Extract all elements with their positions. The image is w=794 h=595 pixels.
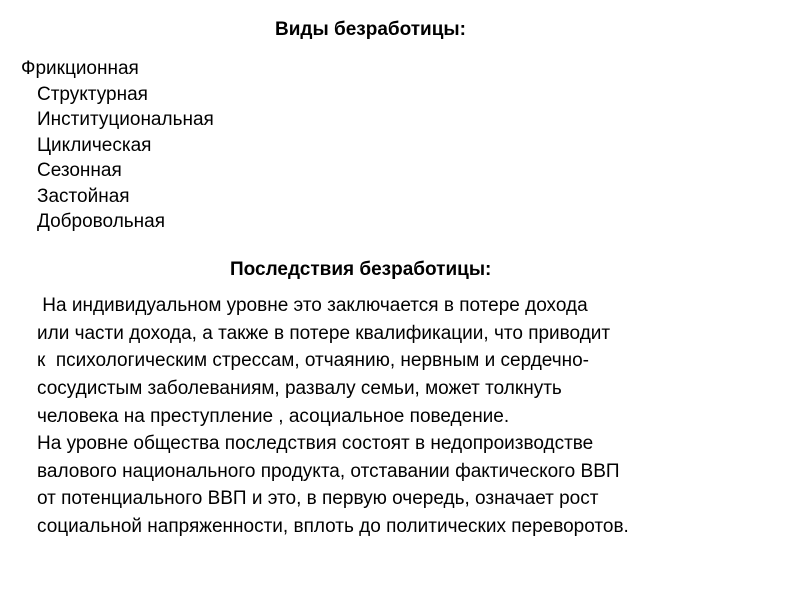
society-level-paragraph bbox=[37, 430, 794, 541]
paragraph-line: или части дохода, а также в потере квалификации, что приводит bbox=[37, 322, 611, 344]
paragraph-line: валового национального продукта, отставании фактического ВВП bbox=[37, 460, 620, 482]
paragraph-line: На индивидуальном уровне это заключается в потере дохода bbox=[37, 295, 588, 316]
list-item: Циклическая bbox=[37, 134, 152, 156]
list-item: Фрикционная bbox=[21, 58, 139, 79]
list-item: Институциональная bbox=[37, 109, 214, 130]
types-heading: Виды безработицы: bbox=[275, 19, 466, 40]
unemployment-types-list bbox=[0, 56, 214, 235]
individual-level-paragraph bbox=[37, 292, 794, 431]
consequences-heading: Последствия безработицы: bbox=[230, 259, 492, 280]
list-item: Структурная bbox=[37, 83, 148, 105]
list-item: Сезонная bbox=[37, 160, 122, 181]
list-item: Застойная bbox=[37, 185, 130, 207]
paragraph-line: На уровне общества последствия состоят в недопроизводстве bbox=[37, 433, 594, 454]
list-item: Добровольная bbox=[37, 211, 166, 232]
paragraph-line: человека на преступление , асоциальное поведение. bbox=[37, 405, 510, 427]
paragraph-line: сосудистым заболеваниям, развалу семьи, может толкнуть bbox=[37, 378, 562, 400]
paragraph-line: социальной напряженности, вплоть до политических переворотов. bbox=[37, 516, 629, 538]
paragraph-line: от потенциального ВВП и это, в первую очередь, означает рост bbox=[37, 488, 599, 510]
paragraph-line: к психологическим стрессам, отчаянию, нервным и сердечно- bbox=[37, 350, 590, 372]
